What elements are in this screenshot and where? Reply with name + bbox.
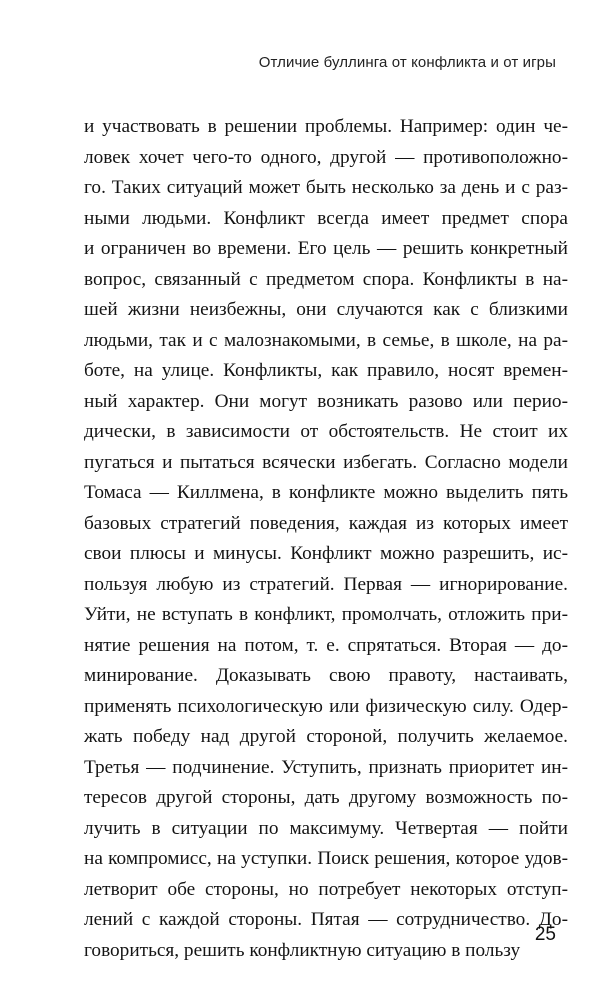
text-line: ловек хочет чего-то одного, другой — противоположно- xyxy=(84,146,568,168)
text-line: ными людьми. Конфликт всегда имеет предмет спора xyxy=(84,207,568,229)
text-line: боте, на улице. Конфликты, как правило, носят времен- xyxy=(84,360,568,381)
text-line: и ограничен во времени. Его цель — решить конкретный xyxy=(84,238,568,259)
text-line: Третья — подчинение. Уступить, признать приоритет ин- xyxy=(84,756,568,778)
text-line: пугаться и пытаться всячески избегать. Согласно модели xyxy=(84,451,568,473)
text-line: тересов другой стороны, дать другому возможность по- xyxy=(84,787,568,808)
text-line: людьми, так и с малознакомыми, в семье, в школе, на ра- xyxy=(84,329,568,351)
text-line: вопрос, связанный с предметом спора. Конфликты в на- xyxy=(84,268,568,290)
page-number: 25 xyxy=(534,924,556,945)
text-line: лучить в ситуации по максимуму. Четвертая — пойти xyxy=(84,817,568,839)
text-line: на компромисс, на уступки. Поиск решения, которое удов- xyxy=(84,848,568,869)
text-line: минирование. Доказывать свою правоту, настаивать, xyxy=(84,665,568,686)
running-head: Отличие буллинга от конфликта и от игры xyxy=(258,54,556,71)
text-line: говориться, решить конфликтную ситуацию в пользу xyxy=(84,939,521,961)
text-line: применять психологическую или физическую силу. Одер- xyxy=(84,695,568,717)
text-line: и участвовать в решении проблемы. Например: один че- xyxy=(84,116,568,137)
text-line: Томаса — Киллмена, в конфликте можно выделить пять xyxy=(84,482,568,503)
text-line: лений с каждой стороны. Пятая — сотрудничество. До- xyxy=(84,909,568,930)
text-line: базовых стратегий поведения, каждая из которых имеет xyxy=(84,512,568,534)
text-line: жать победу над другой стороной, получить желаемое. xyxy=(84,726,568,747)
text-line: го. Таких ситуаций может быть несколько за день и с раз- xyxy=(84,177,568,198)
text-line: летворит обе стороны, но потребует некоторых отступ- xyxy=(84,878,568,900)
text-line: Уйти, не вступать в конфликт, промолчать, отложить при- xyxy=(84,604,568,625)
text-line: пользуя любую из стратегий. Первая — игнорирование. xyxy=(84,573,568,595)
text-line: дически, в зависимости от обстоятельств. Не стоит их xyxy=(84,421,568,442)
text-line: свои плюсы и минусы. Конфликт можно разрешить, ис- xyxy=(84,543,568,564)
text-line: ный характер. Они могут возникать разово или перио- xyxy=(84,390,568,412)
text-line: нятие решения на потом, т. е. спрятаться. Вторая — до- xyxy=(84,634,568,656)
text-line: шей жизни неизбежны, они случаются как с близкими xyxy=(84,299,568,320)
body-text xyxy=(84,112,568,966)
